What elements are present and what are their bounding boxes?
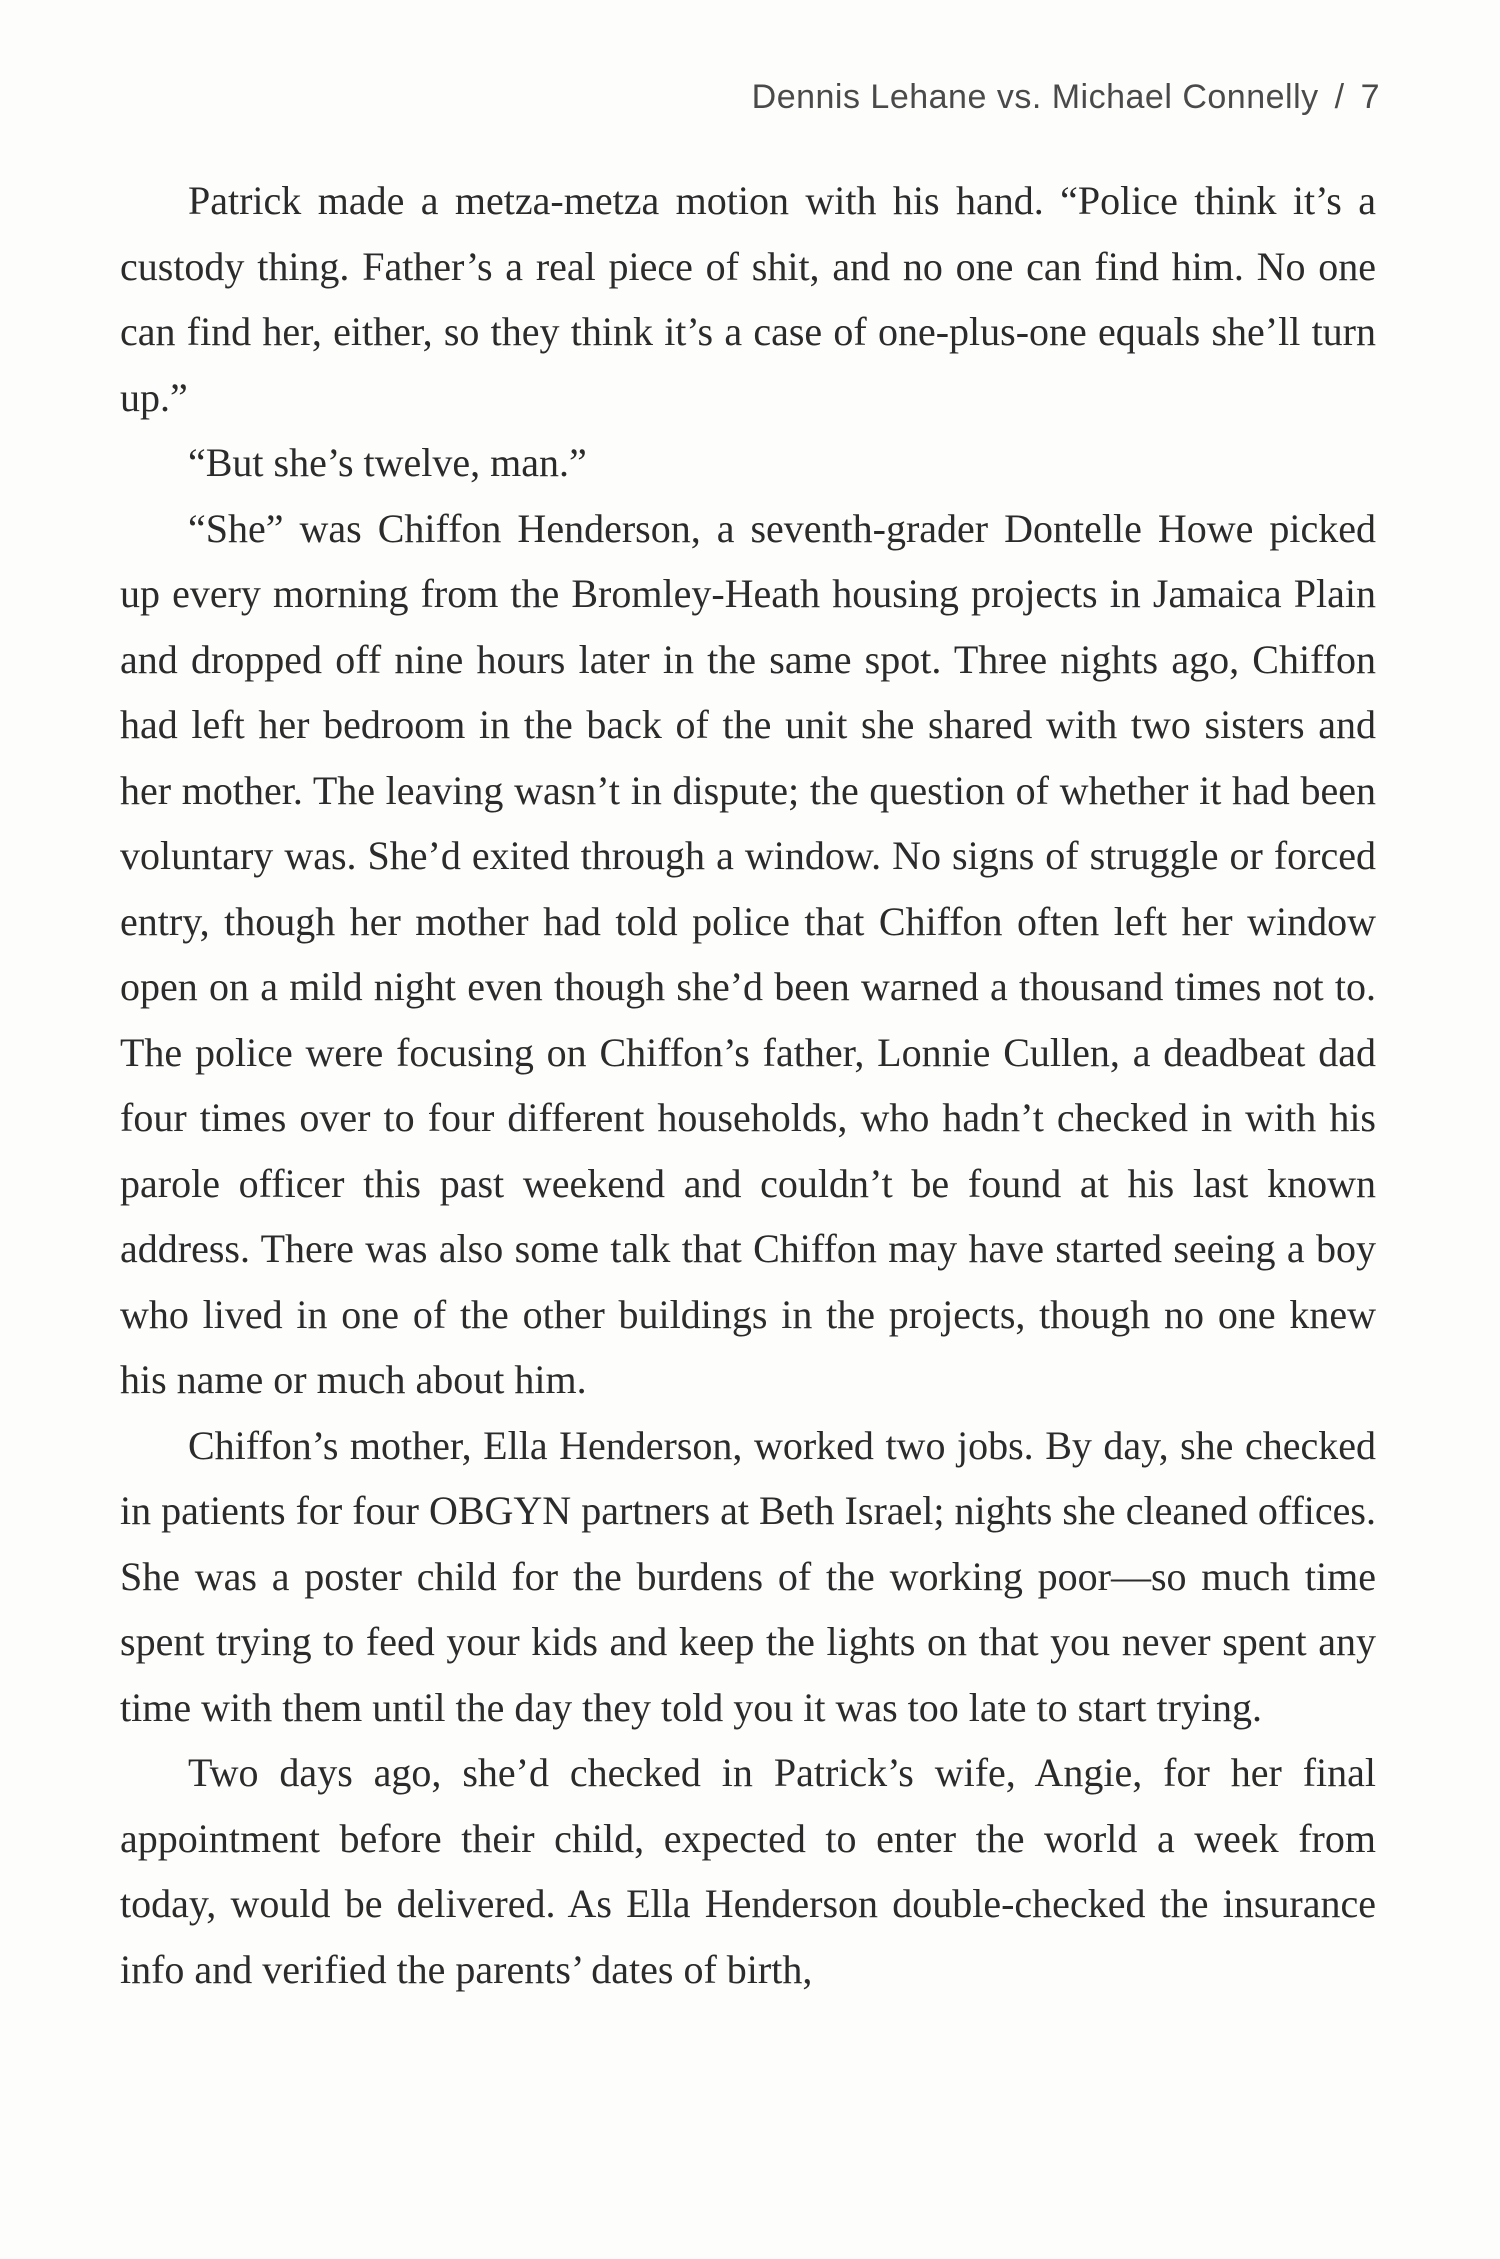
page-number: 7 [1360,78,1380,116]
header-separator: / [1334,78,1345,116]
running-header [752,78,1380,117]
running-title: Dennis Lehane vs. Michael Connelly [751,78,1319,116]
paragraph-4: Chiffon’s mother, Ella Henderson, worked two jobs. By day, she checked in patients for four OBGYN partners at Beth Israel; nights she cleaned offices. She was a poster child for the burdens of the working poor—so much time spent trying to feed your kids and keep the lights on that you never spent any time with them until the day they told you it was too late to start trying. [120,1422,1376,1730]
body-text [120,168,1376,2002]
paragraph-1: Patrick made a metza-metza motion with his hand. “Police think it’s a custody thing. Father’s a real piece of shit, and no one can find him. No one can find her, either, so they think it’s a case of one-plus-one equals she’ll turn up.” [120,178,1376,420]
paragraph-3: “She” was Chiffon Henderson, a seventh-grader Dontelle Howe picked up every morning from the Bromley-Heath housing projects in Jamaica Plain and dropped off nine hours later in the same spot. Three nights ago, Chiffon had left her bedroom in the back of the unit she shared with two sisters and her mother. The leaving wasn’t in dispute; the question of whether it had been voluntary was. She’d exited through a window. No signs of struggle or forced entry, though her mother had told police that Chiffon often left her window open on a mild night even though she’d been warned a thousand times not to. The police were focusing on Chiffon’s father, Lonnie Cullen, a deadbeat dad four times over to four different households, who hadn’t checked in with his parole officer this past weekend and couldn’t be found at his last known address. There was also some talk that Chiffon may have started seeing a boy who lived in one of the other buildings in the projects, though no one knew his name or much about him. [120,505,1376,1402]
paragraph-5: Two days ago, she’d checked in Patrick’s wife, Angie, for her final appointment before their child, expected to enter the world a week from today, would be delivered. As Ella Henderson double-checked the insurance info and verified the parents’ dates of birth, [120,1750,1376,1992]
paragraph-2: “But she’s twelve, man.” [188,440,587,485]
